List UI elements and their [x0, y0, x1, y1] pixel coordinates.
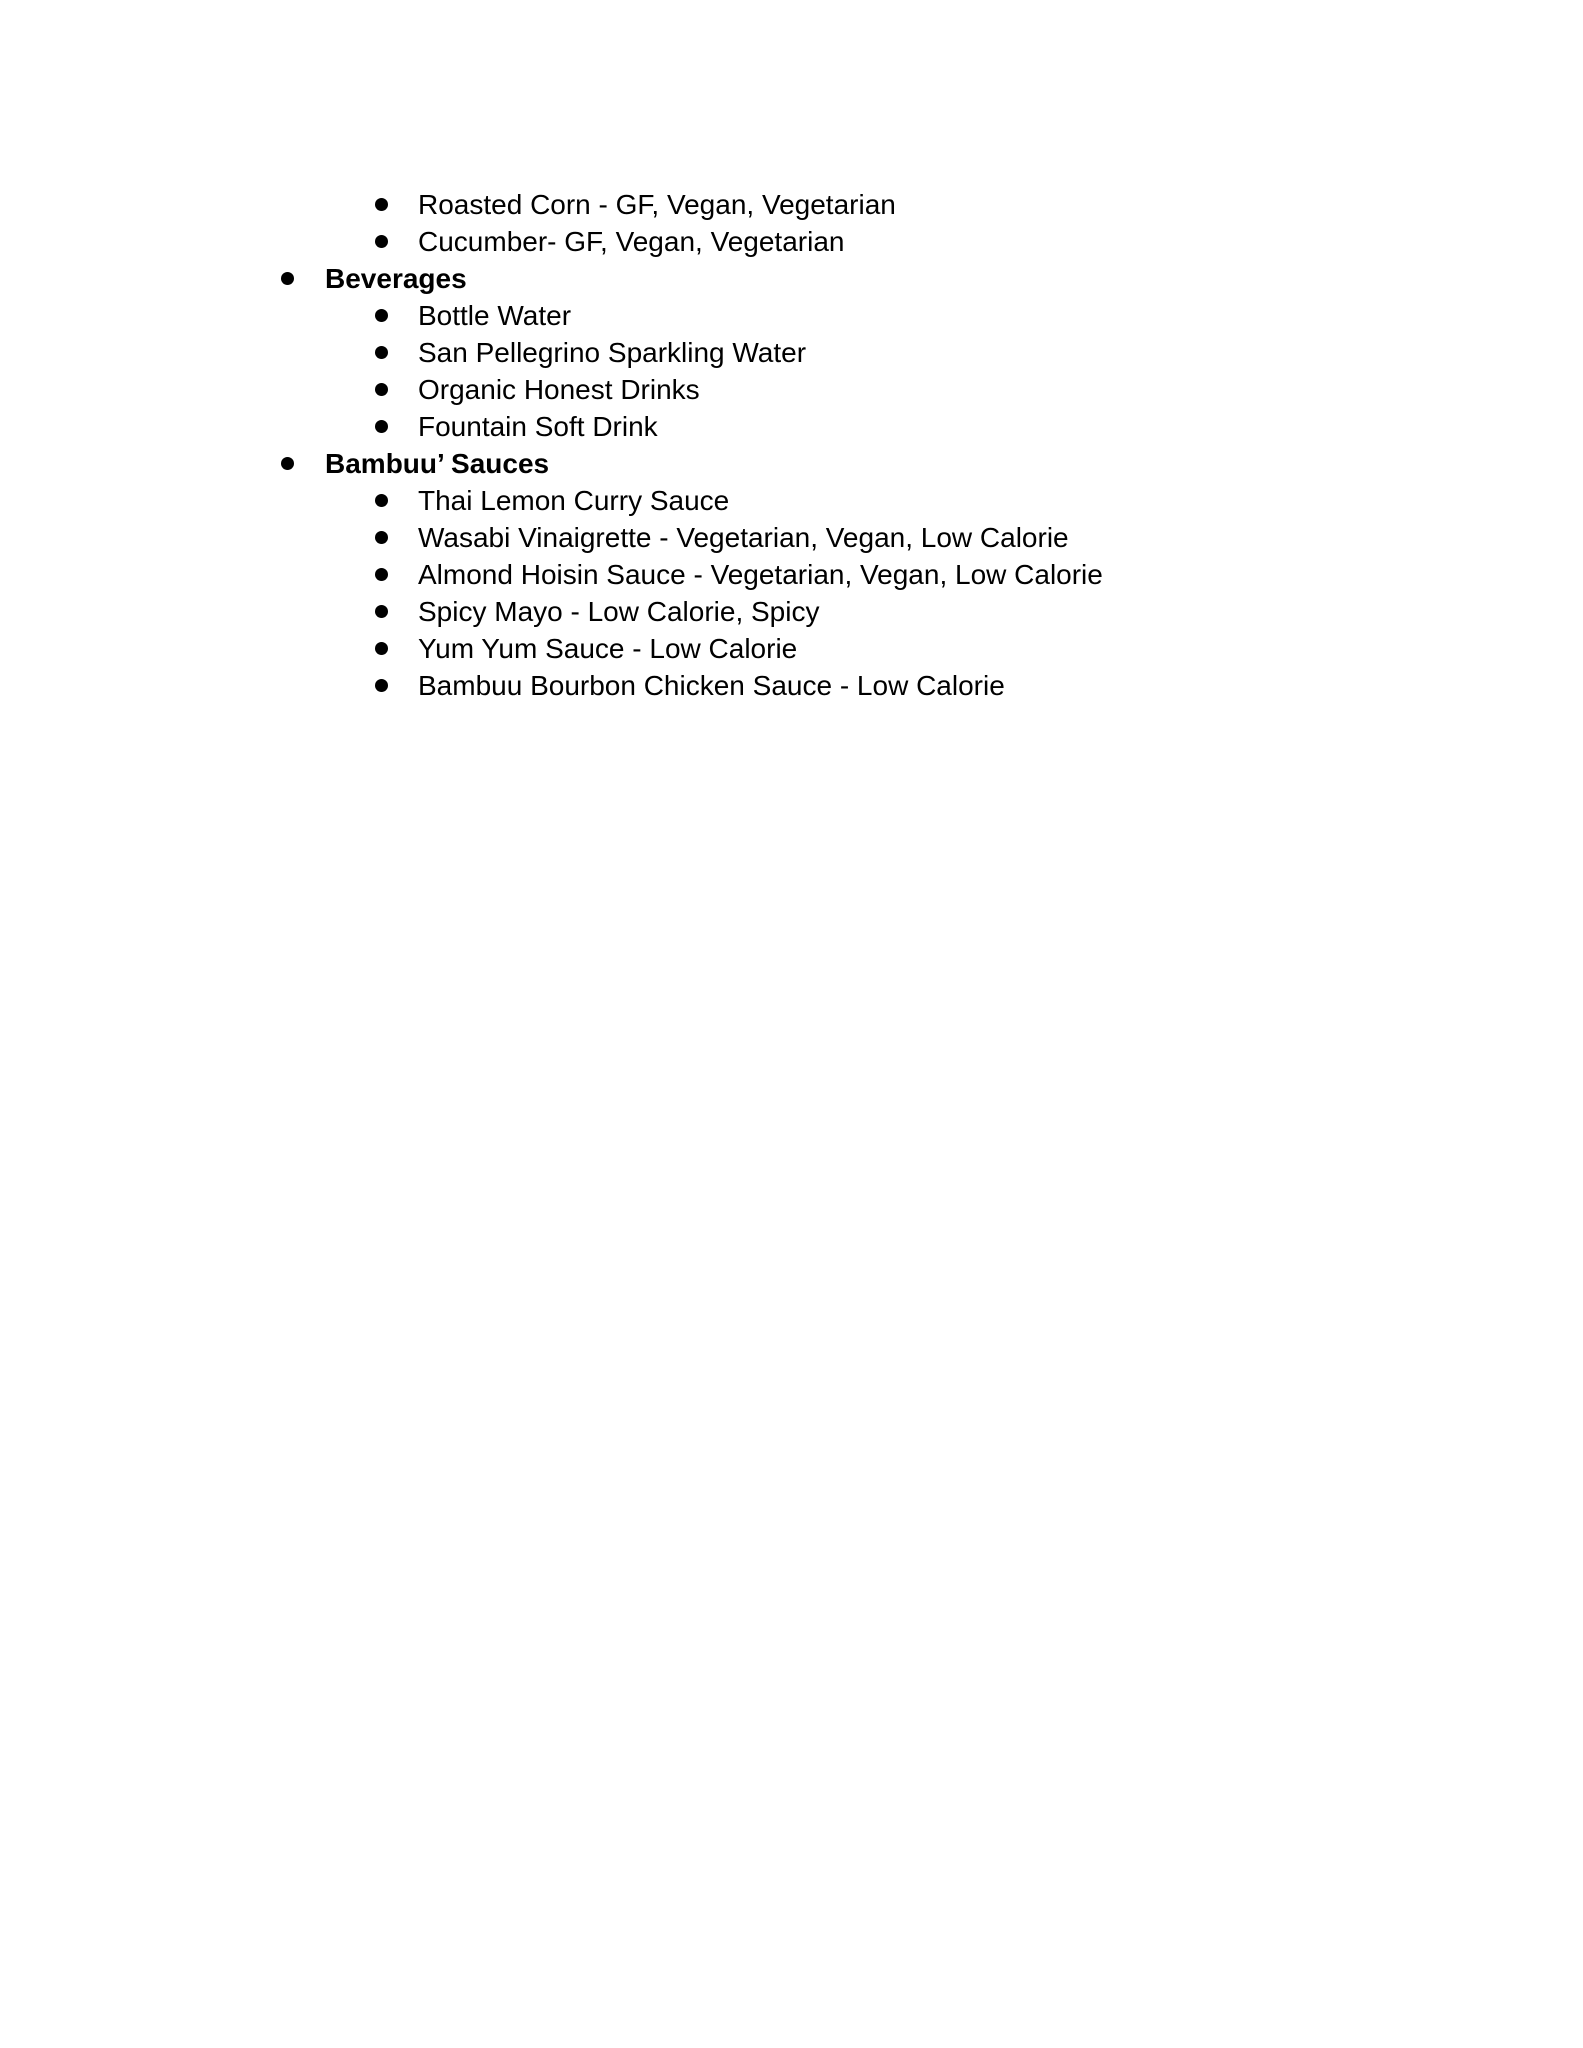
list-item-text: Bambuu Bourbon Chicken Sauce - Low Calorie: [418, 670, 1005, 701]
list-item: [0, 408, 1583, 445]
list-item: [0, 482, 1583, 519]
bullet-icon: [375, 531, 388, 544]
list-item-text: Thai Lemon Curry Sauce: [418, 485, 730, 516]
list-item: [0, 593, 1583, 630]
list-item: [0, 556, 1583, 593]
list-item: [0, 519, 1583, 556]
bullet-icon: [375, 420, 388, 433]
bullet-icon: [375, 494, 388, 507]
list-item: [0, 297, 1583, 334]
list-item-text: Cucumber- GF, Vegan, Vegetarian: [418, 226, 845, 257]
list-item-text: Almond Hoisin Sauce - Vegetarian, Vegan, Low Calorie: [418, 559, 1103, 590]
section-heading: Bambuu’ Sauces: [325, 448, 550, 479]
bullet-icon: [375, 346, 388, 359]
section-heading: Beverages: [325, 263, 467, 294]
bullet-icon: [375, 309, 388, 322]
list-item-text: San Pellegrino Sparkling Water: [418, 337, 807, 368]
list-item: [0, 630, 1583, 667]
list-item: [0, 371, 1583, 408]
bullet-icon: [375, 605, 388, 618]
bullet-icon: [375, 383, 388, 396]
bullet-icon: [281, 272, 294, 285]
bullet-icon: [281, 457, 294, 470]
list-item-text: Bottle Water: [418, 300, 572, 331]
bullet-icon: [375, 642, 388, 655]
list-item-text: Yum Yum Sauce - Low Calorie: [418, 633, 798, 664]
list-item-text: Wasabi Vinaigrette - Vegetarian, Vegan, Low Calorie: [418, 522, 1069, 553]
list-item: [0, 186, 1583, 223]
list-item-text: Fountain Soft Drink: [418, 411, 658, 442]
list-item-text: Organic Honest Drinks: [418, 374, 700, 405]
list-item: [0, 667, 1583, 704]
section-heading-sauces: [0, 445, 1583, 482]
bullet-icon: [375, 235, 388, 248]
bullet-icon: [375, 679, 388, 692]
bullet-icon: [375, 198, 388, 211]
list-item-text: Roasted Corn - GF, Vegan, Vegetarian: [418, 189, 896, 220]
bullet-icon: [375, 568, 388, 581]
section-heading-beverages: [0, 260, 1583, 297]
list-item: [0, 334, 1583, 371]
list-item: [0, 223, 1583, 260]
list-item-text: Spicy Mayo - Low Calorie, Spicy: [418, 596, 820, 627]
menu-list: [0, 186, 1583, 704]
